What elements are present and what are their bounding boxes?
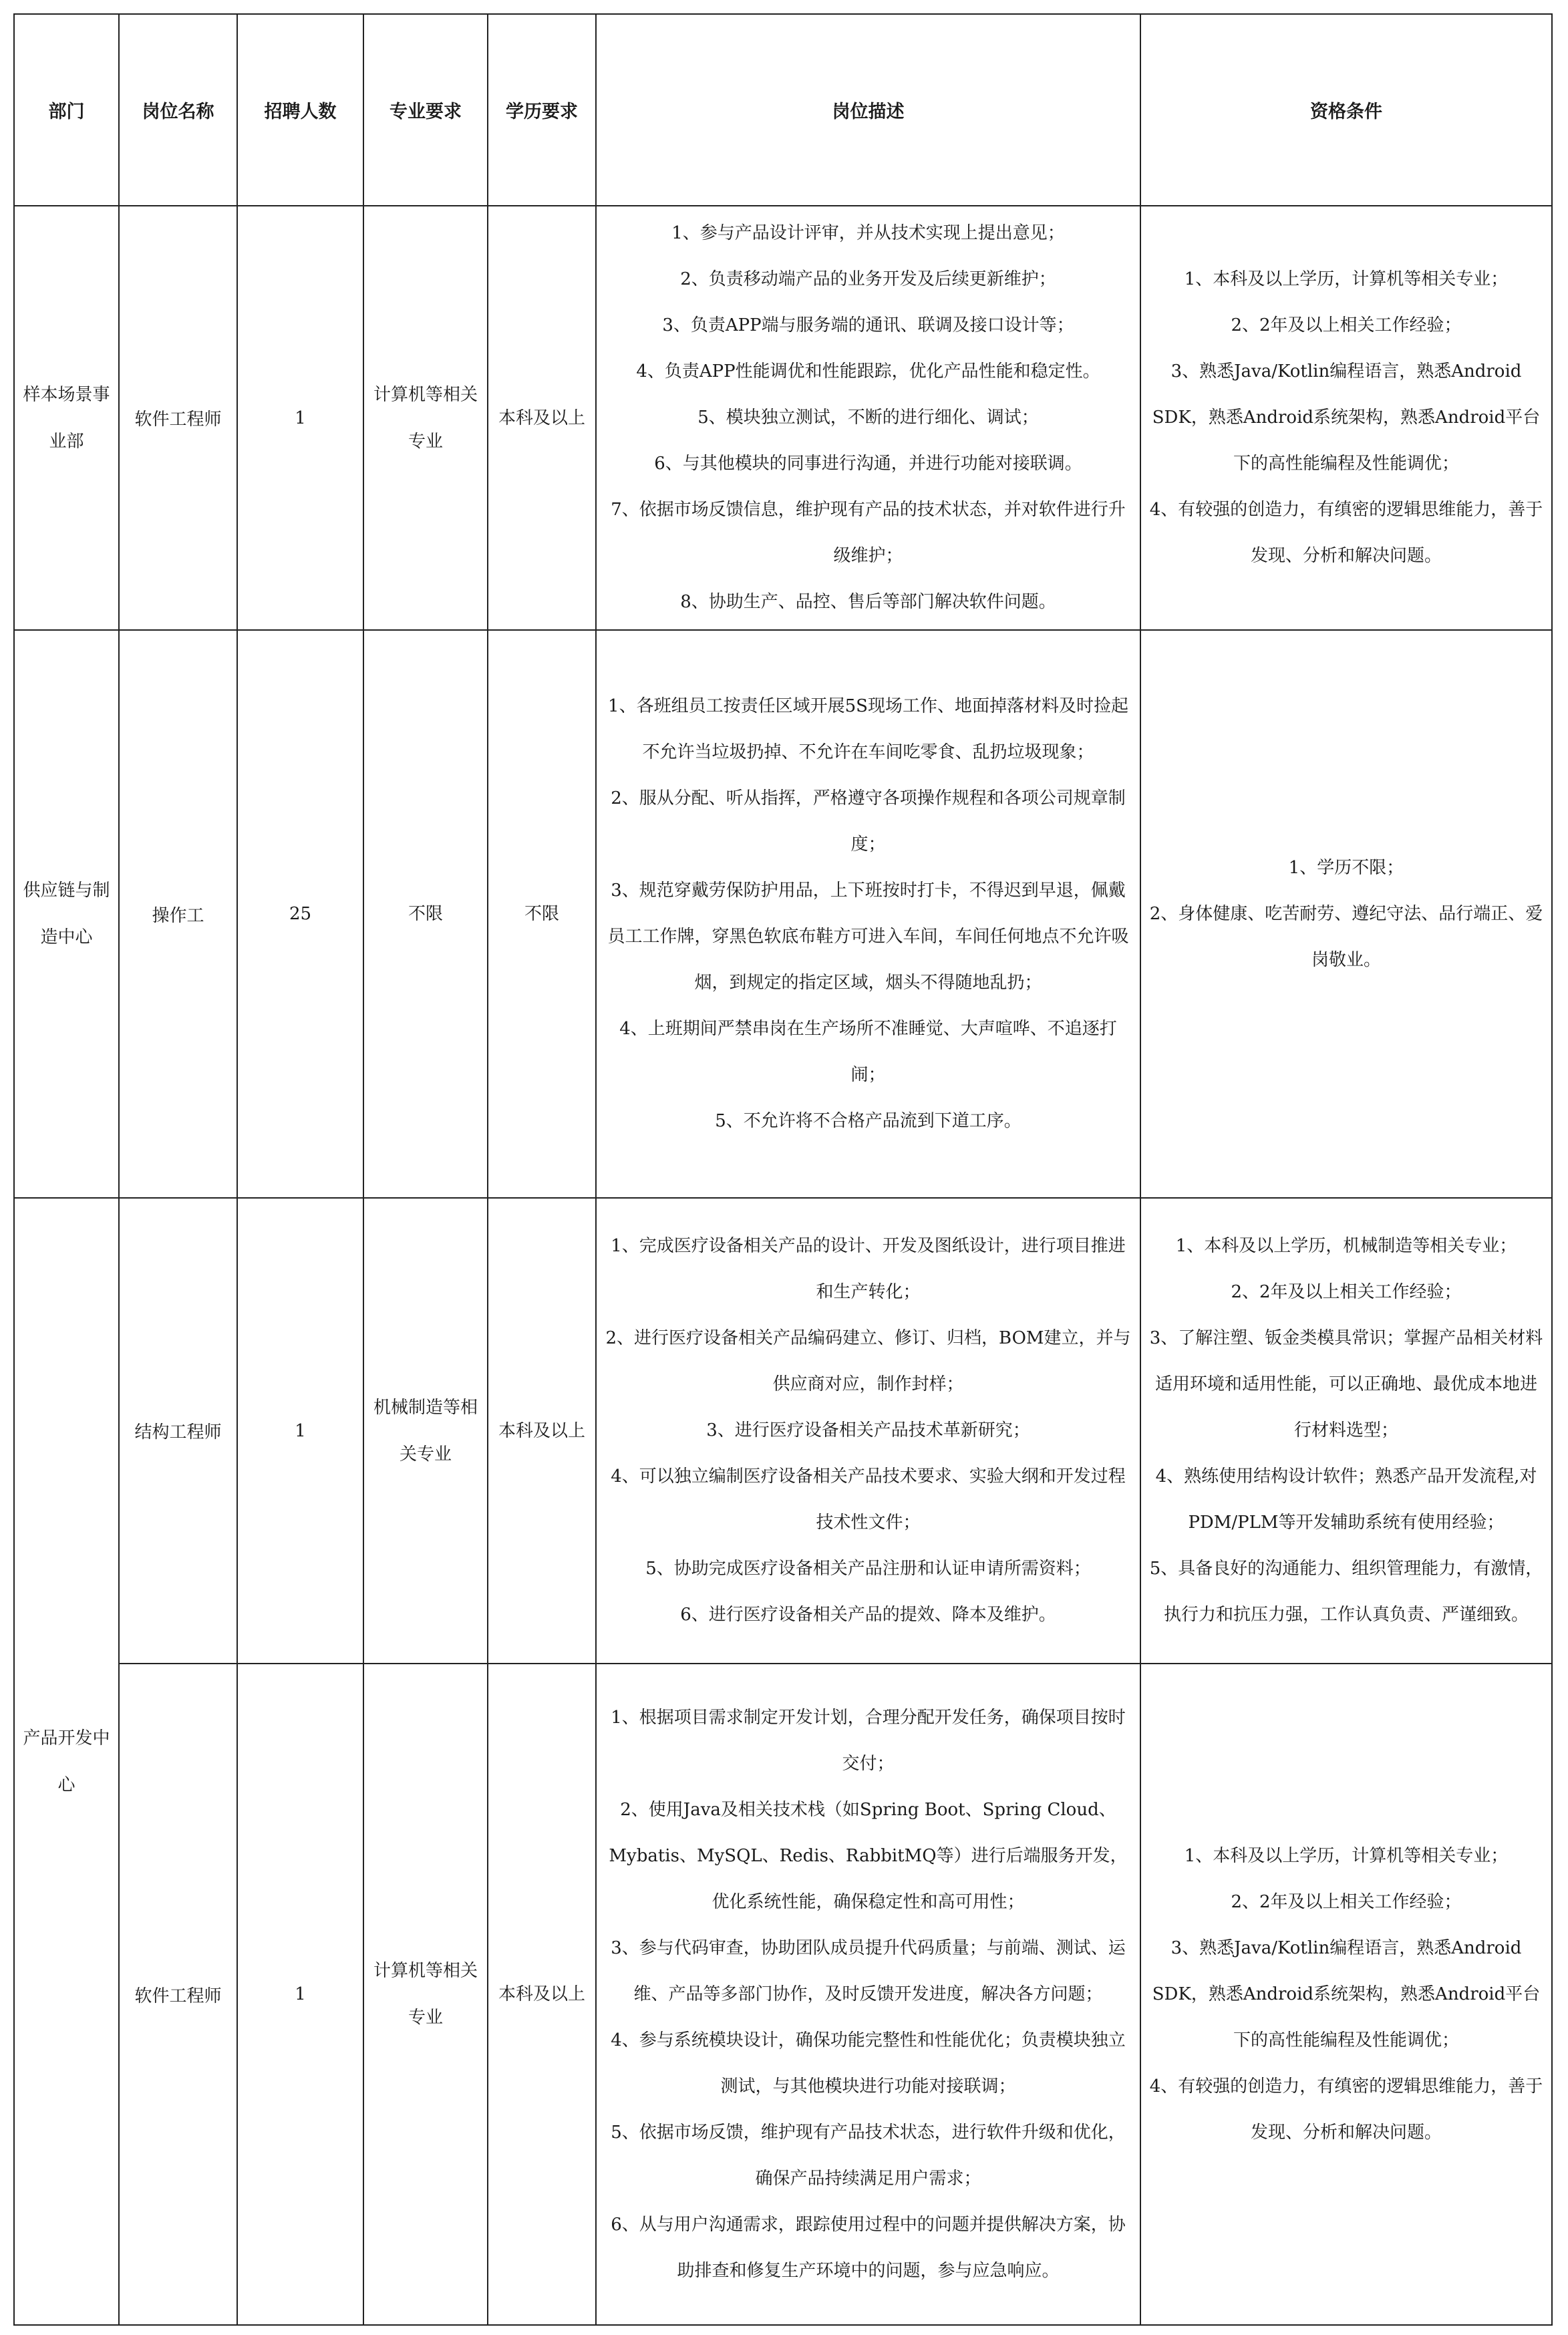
major-cell: 计算机等相关专业	[363, 206, 488, 630]
position-cell: 结构工程师	[119, 1198, 237, 1664]
description-item: 6、与其他模块的同事进行沟通，并进行功能对接联调。	[654, 454, 1082, 474]
description-item: 3、负责APP端与服务端的通讯、联调及接口设计等；	[662, 315, 1074, 335]
description-cell	[596, 206, 1140, 630]
qualification-item: 2、身体健康、吃苦耐劳、遵纪守法、品行端正、爱岗敬业。	[1149, 903, 1543, 970]
qualification-item: 1、本科及以上学历，机械制造等相关专业；	[1175, 1236, 1517, 1256]
description-item: 2、进行医疗设备相关产品编码建立、修订、归档，BOM建立，并与供应商对应，制作封样；	[605, 1328, 1131, 1394]
qualification-item: 1、学历不限；	[1288, 857, 1404, 878]
qualifications-cell	[1140, 630, 1552, 1198]
qualifications-cell	[1140, 1198, 1552, 1664]
description-cell	[596, 630, 1140, 1198]
count-cell: 1	[237, 1664, 363, 2325]
count-cell: 1	[237, 1198, 363, 1664]
description-item: 1、各班组员工按责任区域开展5S现场工作、地面掉落材料及时捡起不允许当垃圾扔掉、不允许在车间吃零食、乱扔垃圾现象；	[608, 696, 1128, 762]
description-item: 5、不允许将不合格产品流到下道工序。	[715, 1111, 1022, 1131]
description-item: 4、参与系统模块设计，确保功能完整性和性能优化；负责模块独立测试，与其他模块进行功能对接联调；	[611, 2030, 1126, 2096]
header-major: 专业要求	[363, 14, 488, 206]
department-cell: 产品开发中心	[14, 1198, 119, 2325]
description-item: 3、参与代码审查，协助团队成员提升代码质量；与前端、测试、运维、产品等多部门协作，及时反馈开发进度，解决各方问题；	[611, 1937, 1126, 2004]
qualification-item: 4、熟练使用结构设计软件；熟悉产品开发流程,对PDM/PLM等开发辅助系统有使用经验；	[1155, 1466, 1537, 1533]
description-item: 2、使用Java及相关技术栈（如Spring Boot、Spring Cloud、Mybatis、MySQL、Redis、RabbitMQ等）进行后端服务开发，优化系统性能，确保稳定性和高可用性；	[609, 1799, 1128, 1912]
description-item: 6、从与用户沟通需求，跟踪使用过程中的问题并提供解决方案，协助排查和修复生产环境中的问题，参与应急响应。	[611, 2214, 1126, 2281]
description-item: 4、可以独立编制医疗设备相关产品技术要求、实验大纲和开发过程技术性文件；	[611, 1466, 1126, 1533]
qualifications-cell	[1140, 1664, 1552, 2325]
description-item: 2、服从分配、听从指挥，严格遵守各项操作规程和各项公司规章制度；	[611, 788, 1126, 854]
education-cell: 本科及以上	[488, 1664, 596, 2325]
count-cell: 25	[237, 630, 363, 1198]
description-item: 5、模块独立测试，不断的进行细化、调试；	[697, 408, 1039, 428]
header-count: 招聘人数	[237, 14, 363, 206]
header-position: 岗位名称	[119, 14, 237, 206]
description-item: 8、协助生产、品控、售后等部门解决软件问题。	[680, 592, 1056, 612]
table-row	[14, 630, 1552, 1198]
education-cell: 本科及以上	[488, 206, 596, 630]
qualification-item: 3、熟悉Java/Kotlin编程语言，熟悉Android SDK，熟悉Android系统架构，熟悉Android平台下的高性能编程及性能调优；	[1152, 1937, 1541, 2050]
header-education: 学历要求	[488, 14, 596, 206]
description-item: 5、依据市场反馈，维护现有产品技术状态，进行软件升级和优化，确保产品持续满足用户需求；	[611, 2122, 1126, 2189]
description-item: 7、依据市场反馈信息，维护现有产品的技术状态，并对软件进行升级维护；	[611, 500, 1126, 566]
position-cell: 软件工程师	[119, 1664, 237, 2325]
description-item: 1、根据项目需求制定开发计划，合理分配开发任务，确保项目按时交付；	[611, 1707, 1126, 1774]
description-item: 1、完成医疗设备相关产品的设计、开发及图纸设计，进行项目推进和生产转化；	[611, 1236, 1126, 1302]
description-item: 4、负责APP性能调优和性能跟踪，优化产品性能和稳定性。	[636, 361, 1100, 381]
table-row	[14, 1198, 1552, 1664]
description-item: 2、负责移动端产品的业务开发及后续更新维护；	[680, 269, 1056, 289]
recruitment-table	[13, 13, 1553, 2326]
qualification-item: 2、2年及以上相关工作经验；	[1231, 315, 1462, 335]
header-row	[14, 14, 1552, 206]
recruitment-table-page	[13, 13, 1551, 2322]
education-cell: 本科及以上	[488, 1198, 596, 1664]
qualification-item: 4、有较强的创造力，有缜密的逻辑思维能力，善于发现、分析和解决问题。	[1149, 500, 1543, 566]
position-cell: 操作工	[119, 630, 237, 1198]
description-item: 4、上班期间严禁串岗在生产场所不准睡觉、大声喧哗、不追逐打闹；	[619, 1019, 1117, 1085]
header-department: 部门	[14, 14, 119, 206]
description-item: 5、协助完成医疗设备相关产品注册和认证申请所需资料；	[645, 1559, 1091, 1579]
description-item: 6、进行医疗设备相关产品的提效、降本及维护。	[680, 1605, 1056, 1625]
department-cell: 供应链与制造中心	[14, 630, 119, 1198]
description-cell	[596, 1664, 1140, 2325]
major-cell: 不限	[363, 630, 488, 1198]
count-cell: 1	[237, 206, 363, 630]
department-cell: 样本场景事业部	[14, 206, 119, 630]
description-item: 3、规范穿戴劳保防护用品，上下班按时打卡，不得迟到早退，佩戴员工工作牌，穿黑色软底布鞋方可进入车间，车间任何地点不允许吸烟，到规定的指定区域，烟头不得随地乱扔；	[607, 881, 1129, 993]
description-cell	[596, 1198, 1140, 1664]
qualifications-cell	[1140, 206, 1552, 630]
qualification-item: 4、有较强的创造力，有缜密的逻辑思维能力，善于发现、分析和解决问题。	[1149, 2076, 1543, 2143]
qualification-item: 2、2年及以上相关工作经验；	[1231, 1282, 1462, 1302]
qualification-item: 1、本科及以上学历，计算机等相关专业；	[1184, 1845, 1509, 1866]
table-row	[14, 206, 1552, 630]
education-cell: 不限	[488, 630, 596, 1198]
header-description: 岗位描述	[596, 14, 1140, 206]
qualification-item: 1、本科及以上学历，计算机等相关专业；	[1184, 269, 1509, 289]
qualification-item: 3、熟悉Java/Kotlin编程语言，熟悉Android SDK，熟悉Android系统架构，熟悉Android平台下的高性能编程及性能调优；	[1152, 361, 1541, 474]
qualification-item: 3、了解注塑、钣金类模具常识；掌握产品相关材料适用环境和适用性能，可以正确地、最优成本地进行材料选型；	[1149, 1328, 1543, 1440]
major-cell: 计算机等相关专业	[363, 1664, 488, 2325]
position-cell: 软件工程师	[119, 206, 237, 630]
description-item: 1、参与产品设计评审，并从技术实现上提出意见；	[671, 223, 1065, 243]
qualification-item: 5、具备良好的沟通能力、组织管理能力，有激情，执行力和抗压力强，工作认真负责、严谨细致。	[1149, 1559, 1543, 1625]
description-item: 3、进行医疗设备相关产品技术革新研究；	[706, 1420, 1030, 1440]
major-cell: 机械制造等相关专业	[363, 1198, 488, 1664]
qualification-item: 2、2年及以上相关工作经验；	[1231, 1891, 1462, 1912]
header-qualifications: 资格条件	[1140, 14, 1552, 206]
table-row	[14, 1664, 1552, 2325]
